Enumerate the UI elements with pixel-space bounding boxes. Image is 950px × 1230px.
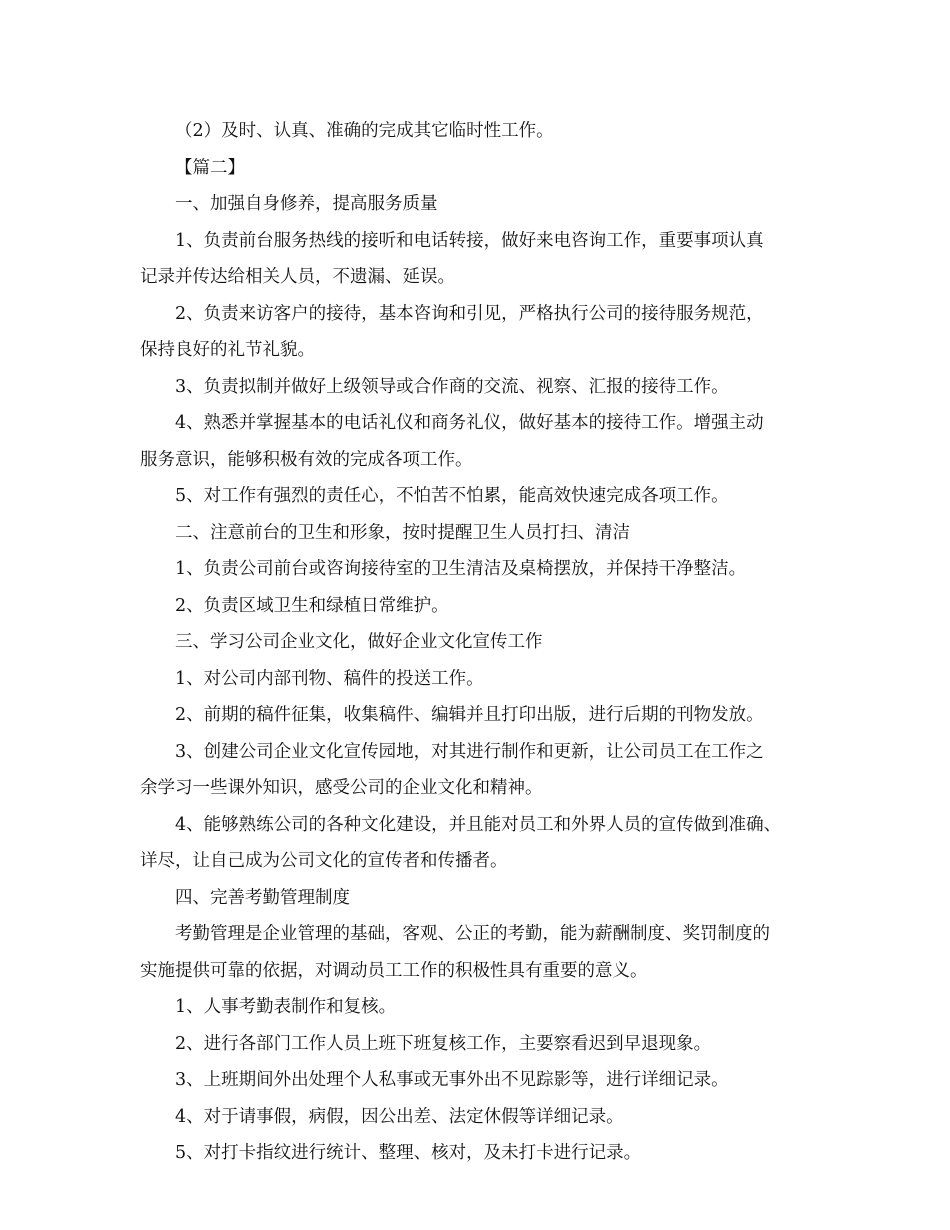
text-line: 2、负责来访客户的接待，基本咨询和引见，严格执行公司的接待服务规范， bbox=[175, 303, 764, 324]
text-line: 实施提供可靠的依据，对调动员工工作的积极性具有重要的意义。 bbox=[140, 960, 648, 981]
text-line: 1、人事考勤表制作和复核。 bbox=[175, 997, 397, 1017]
text-line: 服务意识，能够积极有效的完成各项工作。 bbox=[140, 449, 473, 470]
text-line: 5、对打卡指纹进行统计、整理、核对，及未打卡进行记录。 bbox=[175, 1143, 642, 1163]
text-line: 5、对工作有强烈的责任心，不怕苦不怕累，能高效快速完成各项工作。 bbox=[175, 486, 729, 506]
section-heading: 【篇二】 bbox=[175, 157, 245, 178]
text-line: 考勤管理是企业管理的基础，客观、公正的考勤，能为薪酬制度、奖罚制度的 bbox=[175, 924, 770, 944]
text-line: 1、负责前台服务热线的接听和电话转接，做好来电咨询工作，重要事项认真 bbox=[175, 230, 764, 251]
text-line: 3、负责拟制并做好上级领导或合作商的交流、视察、汇报的接待工作。 bbox=[175, 376, 729, 397]
text-line: 1、负责公司前台或咨询接待室的卫生清洁及桌椅摆放，并保持干净整洁。 bbox=[175, 559, 747, 579]
text-line: 余学习一些课外知识，感受公司的企业文化和精神。 bbox=[140, 778, 543, 798]
text-line: 2、进行各部门工作人员上班下班复核工作，主要察看迟到早退现象。 bbox=[175, 1033, 712, 1054]
text-line: 4、熟悉并掌握基本的电话礼仪和商务礼仪，做好基本的接待工作。增强主动 bbox=[175, 413, 764, 433]
section-heading: 二、注意前台的卫生和形象，按时提醒卫生人员打扫、清洁 bbox=[175, 522, 630, 543]
text-line: 详尽，让自己成为公司文化的宣传者和传播者。 bbox=[140, 851, 508, 871]
text-line: 2、前期的稿件征集，收集稿件、编辑并且打印出版，进行后期的刊物发放。 bbox=[175, 705, 764, 725]
text-line: 3、创建公司企业文化宣传园地，对其进行制作和更新，让公司员工在工作之 bbox=[175, 741, 764, 762]
text-line: 2、负责区域卫生和绿植日常维护。 bbox=[175, 595, 449, 616]
text-line: （2）及时、认真、准确的完成其它临时性工作。 bbox=[175, 121, 554, 141]
text-line: 1、对公司内部刊物、稿件的投送工作。 bbox=[175, 668, 484, 689]
text-line: 4、能够熟练公司的各种文化建设，并且能对员工和外界人员的宣传做到准确、 bbox=[175, 814, 782, 835]
text-line: 3、上班期间外出处理个人私事或无事外出不见踪影等，进行详细记录。 bbox=[175, 1070, 729, 1090]
section-heading: 一、加强自身修养，提高服务质量 bbox=[175, 194, 438, 214]
section-heading: 三、学习公司企业文化，做好企业文化宣传工作 bbox=[175, 632, 543, 652]
text-line: 记录并传达给相关人员，不遗漏、延误。 bbox=[140, 267, 455, 287]
text-line: 保持良好的礼节礼貌。 bbox=[140, 340, 315, 360]
document-body bbox=[140, 113, 830, 1172]
text-line: 4、对于请事假，病假，因公出差、法定休假等详细记录。 bbox=[175, 1106, 624, 1127]
section-heading: 四、完善考勤管理制度 bbox=[175, 887, 350, 908]
